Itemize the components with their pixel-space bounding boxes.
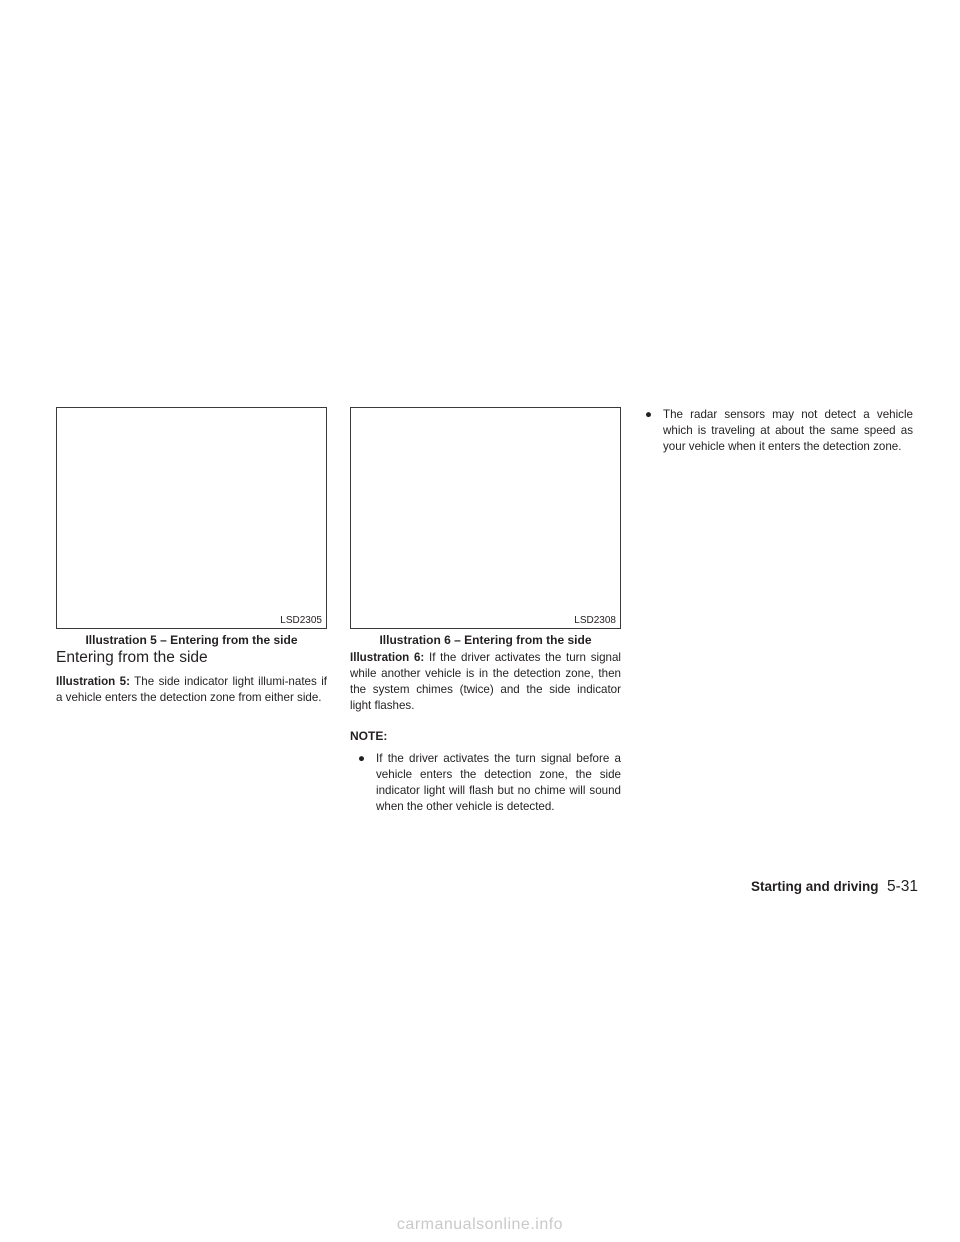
bullet-text: The radar sensors may not detect a vehicle which is traveling at about the same speed as your vehicle when it enters the detection zone.	[663, 408, 913, 453]
watermark: carmanualsonline.info	[396, 1216, 564, 1233]
illustration-6-paragraph	[350, 650, 621, 714]
figure-code: LSD2305	[280, 615, 322, 626]
note-bullet	[358, 751, 621, 815]
illustration-5-paragraph	[56, 674, 327, 706]
paragraph-lead: Illustration 5:	[56, 675, 130, 688]
paragraph-lead: Illustration 6:	[350, 651, 425, 664]
paragraph-text: If the driver activates the turn signal while another vehicle is in the detection zone, then the system chimes (twice) and the side indicator light flashes.	[350, 651, 621, 712]
illustration-6-figure	[350, 407, 621, 629]
paragraph-text: The side indicator light illumi-nates if a vehicle enters the detection zone from either side.	[56, 675, 327, 704]
footer-section: Starting and driving	[751, 879, 879, 894]
page-footer	[751, 878, 918, 896]
bullet-icon: ●	[645, 408, 653, 421]
bullet-text: If the driver activates the turn signal before a vehicle enters the detection zone, the side indicator light will flash but no chime will sound when the other vehicle is detected.	[376, 752, 621, 813]
bullet-icon: ●	[358, 752, 366, 765]
illustration-5-figure	[56, 407, 327, 629]
radar-bullet	[645, 407, 913, 455]
illustration-5-caption: Illustration 5 – Entering from the side	[85, 633, 298, 647]
note-label: NOTE:	[350, 729, 388, 743]
page-number: 5-31	[886, 878, 918, 895]
illustration-6-caption: Illustration 6 – Entering from the side	[379, 633, 592, 647]
section-heading: Entering from the side	[56, 649, 208, 666]
figure-code: LSD2308	[574, 615, 616, 626]
